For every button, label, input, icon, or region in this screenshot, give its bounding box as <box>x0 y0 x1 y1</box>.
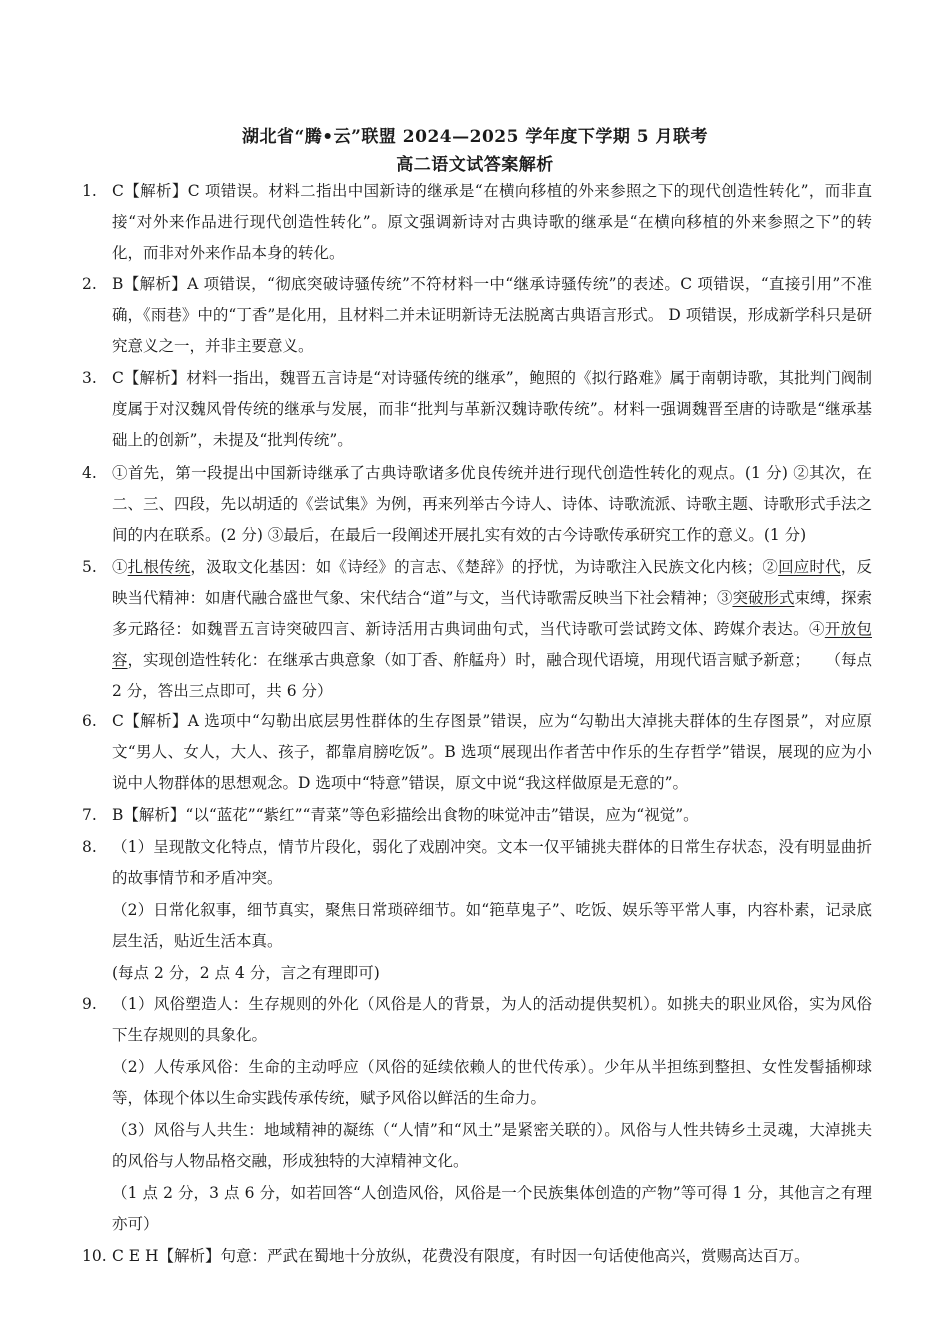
page-subtitle: 高二语文试答案解析 <box>396 155 554 175</box>
answer-item-3 <box>82 363 872 456</box>
answer-item-10 <box>82 1241 872 1272</box>
item-number: 7. <box>82 806 97 824</box>
item-text: ①首先，第一段提出中国新诗继承了古典诗歌诸多优良传统并进行现代创造性转化的观点。(1 分) ②其次，在二、三、四段，先以胡适的《尝试集》为例，再来列举古今诗人、诗体、诗歌流派、诗歌主题、诗歌形式手法之间的内在联系。(2 分) ③最后，在最后一段阐述开展扎实有效的古今诗歌传承研究工作的意义。(1 分) <box>112 464 872 544</box>
answer-9-point-3: （3）风俗与人共生：地域精神的凝练（“人情”和“风土”是紧密关联的）。风俗与人性共铸乡土灵魂，大淖挑夫的风俗与人物品格交融，形成独特的大淖精神文化。 <box>112 1121 872 1170</box>
answer-9-scoring-note: （1 点 2 分，3 点 6 分，如若回答“人创造风俗，风俗是一个民族集体创造的产物”等可得 1 分，其他言之有理亦可） <box>112 1184 872 1233</box>
item-number: 5. <box>82 558 97 576</box>
item-text: ①扎根传统，汲取文化基因：如《诗经》的言志、《楚辞》的抒忧，为诗歌注入民族文化内核；②回应时代，反映当代精神：如唐代融合盛世气象、宋代结合“道”与文，当代诗歌需反映当下社会精神；③突破形式束缚，探索多元路径：如魏晋五言诗突破四言、新诗活用古典词曲句式，当代诗歌可尝试跨文体、跨媒介表达。④开放包容，实现创造性转化：在继承古典意象（如丁香、舴艋舟）时，融合现代语境，用现代语言赋予新意； （每点 2 分，答出三点即可，共 6 分） <box>112 558 872 700</box>
keyword-underline: 扎根传统 <box>127 558 191 576</box>
answer-item-9 <box>82 989 872 1051</box>
answer-item-7 <box>82 800 872 831</box>
answer-9-point-2: （2）人传承风俗：生命的主动呼应（风俗的延续依赖人的世代传承）。少年从半担练到整担、女性发髻插柳球等，体现个体以生命实践传承传统，赋予风俗以鲜活的生命力。 <box>112 1058 872 1107</box>
item-number: 9. <box>82 995 97 1013</box>
item-text: C【解析】材料一指出，魏晋五言诗是“对诗骚传统的继承”，鲍照的《拟行路难》属于南朝诗歌，其批判门阀制度属于对汉魏风骨传统的继承与发展，而非“批判与革新汉魏诗歌传统”。材料一强调魏晋至唐的诗歌是“继承基础上的创新”，未提及“批判传统”。 <box>112 369 872 449</box>
item-text: C E H【解析】句意：严武在蜀地十分放纵，花费没有限度，有时因一句话使他高兴，赏赐高达百万。 <box>112 1247 810 1265</box>
item-text: B【解析】A 项错误，“彻底突破诗骚传统”不符材料一中“继承诗骚传统”的表述。C 项错误，“直接引用”不准确，《雨巷》中的“丁香”是化用，且材料二并未证明新诗无法脱离古典语言形式。 D 项错误，形成新学科只是研究意义之一，并非主要意义。 <box>112 275 872 355</box>
item-number: 4. <box>82 464 97 482</box>
item-number: 2. <box>82 275 97 293</box>
item-text: （1）风俗塑造人：生存规则的外化（风俗是人的背景，为人的活动提供契机）。如挑夫的职业风俗，实为风俗下生存规则的具象化。 <box>112 995 872 1044</box>
item-text: C【解析】C 项错误。材料二指出中国新诗的继承是“在横向移植的外来参照之下的现代创造性转化”，而非直接“对外来作品进行现代创造性转化”。原文强调新诗对古典诗歌的继承是“在横向移植的外来参照之下”的转化，而非对外来作品本身的转化。 <box>112 182 872 262</box>
keyword-underline: 回应时代 <box>778 558 841 576</box>
keyword-underline: 突破形式 <box>732 589 795 607</box>
item-number: 6. <box>82 712 97 730</box>
item-text: B【解析】“以“蓝花”“紫红”“青菜”等色彩描绘出食物的味觉冲击”错误，应为“视觉”。 <box>112 806 699 824</box>
answer-item-8 <box>82 832 872 894</box>
answer-8-point-2: （2）日常化叙事，细节真实，聚焦日常琐碎细节。如“筢草鬼子”、吃饭、娱乐等平常人事，内容朴素，记录底层生活，贴近生活本真。 <box>112 901 872 950</box>
answer-item-4 <box>82 458 872 551</box>
item-text: C【解析】A 选项中“勾勒出底层男性群体的生存图景”错误，应为“勾勒出大淖挑夫群体的生存图景”，对应原文“男人、女人，大人、孩子，都靠肩膀吃饭”。B 选项“展现出作者苦中作乐的生存哲学”错误，展现的应为小说中人物群体的思想观念。D 选项中“特意”错误，原文中说“我这样做原是无意的”。 <box>112 712 872 792</box>
item-number: 3. <box>82 369 97 387</box>
item-number: 10. <box>82 1247 107 1265</box>
answer-item-5 <box>82 552 872 707</box>
item-number: 8. <box>82 838 97 856</box>
item-text: （1）呈现散文化特点，情节片段化，弱化了戏剧冲突。文本一仅平铺挑夫群体的日常生存状态，没有明显曲折的故事情节和矛盾冲突。 <box>112 838 872 887</box>
item-number: 1. <box>82 182 97 200</box>
answer-item-1 <box>82 176 872 269</box>
keyword-underline: 开放包容 <box>112 620 872 669</box>
answer-8-scoring-note: (每点 2 分，2 点 4 分，言之有理即可) <box>112 964 380 982</box>
answer-item-6 <box>82 706 872 799</box>
answer-item-2 <box>82 269 872 362</box>
page-title: 湖北省“腾•云”联盟 2024—2025 学年度下学期 5 月联考 <box>241 127 709 147</box>
